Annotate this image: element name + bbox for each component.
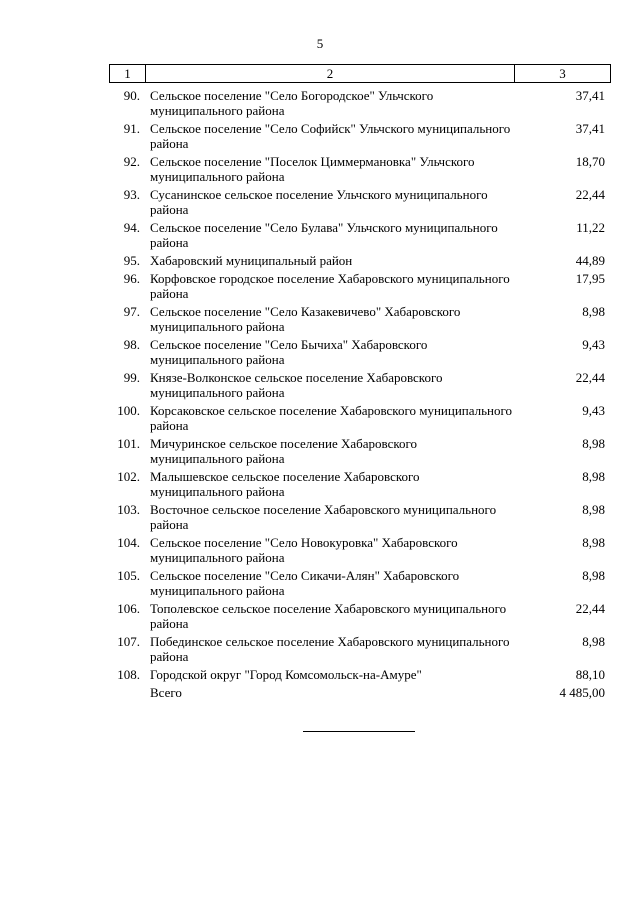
row-value: 9,43 <box>582 403 605 418</box>
table-row <box>109 634 609 664</box>
table-row <box>109 88 609 118</box>
row-number: 99. <box>123 370 140 385</box>
row-value: 8,98 <box>582 535 605 550</box>
row-value: 22,44 <box>575 187 605 202</box>
page-number: 5 <box>316 36 324 51</box>
table-row <box>109 304 609 334</box>
row-name: Сельское поселение "Поселок Циммермановка" Ульчского муниципального района <box>150 154 475 184</box>
row-name: Сельское поселение "Село Казакевичево" Хабаровского муниципального района <box>150 304 461 334</box>
row-name: Восточное сельское поселение Хабаровского муниципального района <box>150 502 497 532</box>
header-col-3: 3 <box>515 65 611 83</box>
row-number: 97. <box>123 304 140 319</box>
row-name: Корфовское городское поселение Хабаровского муниципального района <box>150 271 510 301</box>
table-row <box>109 187 609 217</box>
row-name: Побединское сельское поселение Хабаровского муниципального района <box>150 634 510 664</box>
table-row <box>109 436 609 466</box>
row-number: 102. <box>117 469 140 484</box>
total-row <box>109 685 609 700</box>
row-name: Малышевское сельское поселение Хабаровского муниципального района <box>150 469 420 499</box>
row-value: 11,22 <box>576 220 605 235</box>
row-number: 95. <box>123 253 140 268</box>
table-row <box>109 601 609 631</box>
row-value: 22,44 <box>575 601 605 616</box>
row-number: 108. <box>117 667 140 682</box>
row-number: 96. <box>123 271 140 286</box>
row-value: 88,10 <box>575 667 605 682</box>
row-number: 94. <box>123 220 140 235</box>
header-col-1: 1 <box>110 65 146 83</box>
row-value: 8,98 <box>582 469 605 484</box>
row-number: 98. <box>123 337 140 352</box>
total-number <box>109 685 144 700</box>
row-name: Сельское поселение "Село Сикачи-Алян" Хабаровского муниципального района <box>150 568 460 598</box>
row-name: Городской округ "Город Комсомольск-на-Амуре" <box>150 667 422 682</box>
row-number: 90. <box>123 88 140 103</box>
row-number: 92. <box>123 154 140 169</box>
row-name: Сельское поселение "Село Новокуровка" Хабаровского муниципального района <box>150 535 458 565</box>
row-value: 37,41 <box>575 121 605 136</box>
table-row <box>109 154 609 184</box>
row-value: 22,44 <box>575 370 605 385</box>
table-row <box>109 337 609 367</box>
table-row <box>109 403 609 433</box>
row-number: 91. <box>123 121 140 136</box>
row-number: 107. <box>117 634 140 649</box>
row-value: 8,98 <box>582 502 605 517</box>
row-number: 101. <box>117 436 140 451</box>
row-name: Тополевское сельское поселение Хабаровского муниципального района <box>150 601 507 631</box>
row-number: 93. <box>123 187 140 202</box>
row-name: Корсаковское сельское поселение Хабаровского муниципального района <box>150 403 513 433</box>
table-row <box>109 271 609 301</box>
table-row <box>109 535 609 565</box>
table-body <box>109 88 609 703</box>
row-number: 106. <box>117 601 140 616</box>
table-row <box>109 121 609 151</box>
row-name: Сельское поселение "Село Богородское" Ульчского муниципального района <box>150 88 434 118</box>
table-row <box>109 253 609 268</box>
row-value: 8,98 <box>582 634 605 649</box>
row-name: Мичуринское сельское поселение Хабаровского муниципального района <box>150 436 418 466</box>
row-value: 8,98 <box>582 568 605 583</box>
row-name: Сельское поселение "Село Софийск" Ульчского муниципального района <box>150 121 511 151</box>
row-value: 17,95 <box>575 271 605 286</box>
row-value: 8,98 <box>582 304 605 319</box>
header-col-2: 2 <box>146 65 515 83</box>
row-value: 44,89 <box>575 253 605 268</box>
row-number: 103. <box>117 502 140 517</box>
table-row <box>109 568 609 598</box>
table-row <box>109 220 609 250</box>
table-row <box>109 667 609 682</box>
row-name: Хабаровский муниципальный район <box>150 253 353 268</box>
row-name: Сельское поселение "Село Бычиха" Хабаровского муниципального района <box>150 337 428 367</box>
row-number: 105. <box>117 568 140 583</box>
table-row <box>109 370 609 400</box>
row-name: Сельское поселение "Село Булава" Ульчского муниципального района <box>150 220 498 250</box>
row-number: 100. <box>117 403 140 418</box>
table-row <box>109 469 609 499</box>
total-value: 4 485,00 <box>559 685 605 700</box>
row-value: 9,43 <box>582 337 605 352</box>
row-number: 104. <box>117 535 140 550</box>
row-value: 37,41 <box>575 88 605 103</box>
table-header <box>109 64 611 83</box>
row-value: 8,98 <box>582 436 605 451</box>
total-label: Всего <box>150 685 182 700</box>
row-value: 18,70 <box>575 154 605 169</box>
separator-line <box>303 731 415 732</box>
table-row <box>109 502 609 532</box>
row-name: Сусанинское сельское поселение Ульчского муниципального района <box>150 187 488 217</box>
row-name: Князе-Волконское сельское поселение Хабаровского муниципального района <box>150 370 443 400</box>
